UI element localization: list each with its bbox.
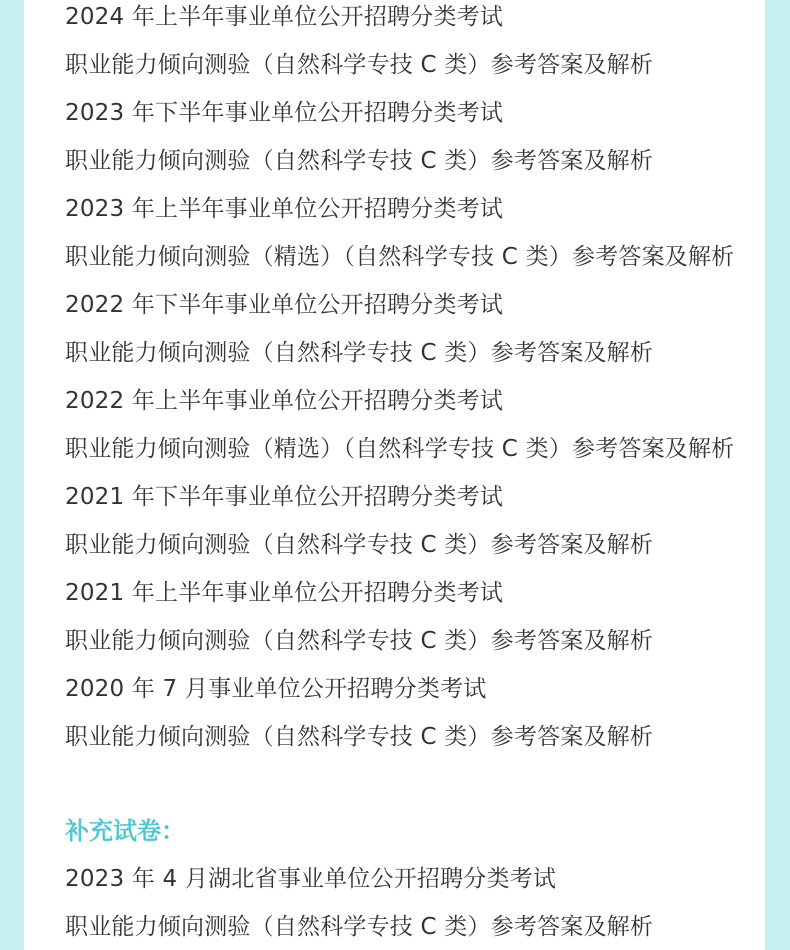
exam-line-2020-07: 2020 年 7 月事业单位公开招聘分类考试 (65, 676, 487, 702)
answer-line-2020-07: 职业能力倾向测验（自然科学专技 C 类）参考答案及解析 (65, 724, 654, 750)
section-spacer (65, 761, 734, 807)
exam-line-2022-h2: 2022 年下半年事业单位公开招聘分类考试 (65, 292, 504, 318)
exam-line-2024-h1: 2024 年上半年事业单位公开招聘分类考试 (65, 4, 504, 30)
answer-line-2023-h2: 职业能力倾向测验（自然科学专技 C 类）参考答案及解析 (65, 148, 654, 174)
answer-line-2023-h1: 职业能力倾向测验（精选）（自然科学专技 C 类）参考答案及解析 (65, 244, 735, 270)
paper-list (65, 0, 734, 950)
answer-line-2024-h1: 职业能力倾向测验（自然科学专技 C 类）参考答案及解析 (65, 52, 654, 78)
exam-line-2023-h2: 2023 年下半年事业单位公开招聘分类考试 (65, 100, 504, 126)
supplement-heading: 补充试卷： (65, 817, 185, 845)
answer-line-2022-h1: 职业能力倾向测验（精选）（自然科学专技 C 类）参考答案及解析 (65, 436, 735, 462)
answer-line-2021-h1: 职业能力倾向测验（自然科学专技 C 类）参考答案及解析 (65, 628, 654, 654)
answer-line-2022-h2: 职业能力倾向测验（自然科学专技 C 类）参考答案及解析 (65, 340, 654, 366)
exam-line-2022-h1: 2022 年上半年事业单位公开招聘分类考试 (65, 388, 504, 414)
answer-line-2023-04-hubei: 职业能力倾向测验（自然科学专技 C 类）参考答案及解析 (65, 914, 654, 940)
exam-line-2023-04-hubei: 2023 年 4 月湖北省事业单位公开招聘分类考试 (65, 866, 557, 892)
exam-line-2023-h1: 2023 年上半年事业单位公开招聘分类考试 (65, 196, 504, 222)
exam-line-2021-h2: 2021 年下半年事业单位公开招聘分类考试 (65, 484, 504, 510)
content-panel (24, 0, 765, 950)
answer-line-2021-h2: 职业能力倾向测验（自然科学专技 C 类）参考答案及解析 (65, 532, 654, 558)
exam-line-2021-h1: 2021 年上半年事业单位公开招聘分类考试 (65, 580, 504, 606)
